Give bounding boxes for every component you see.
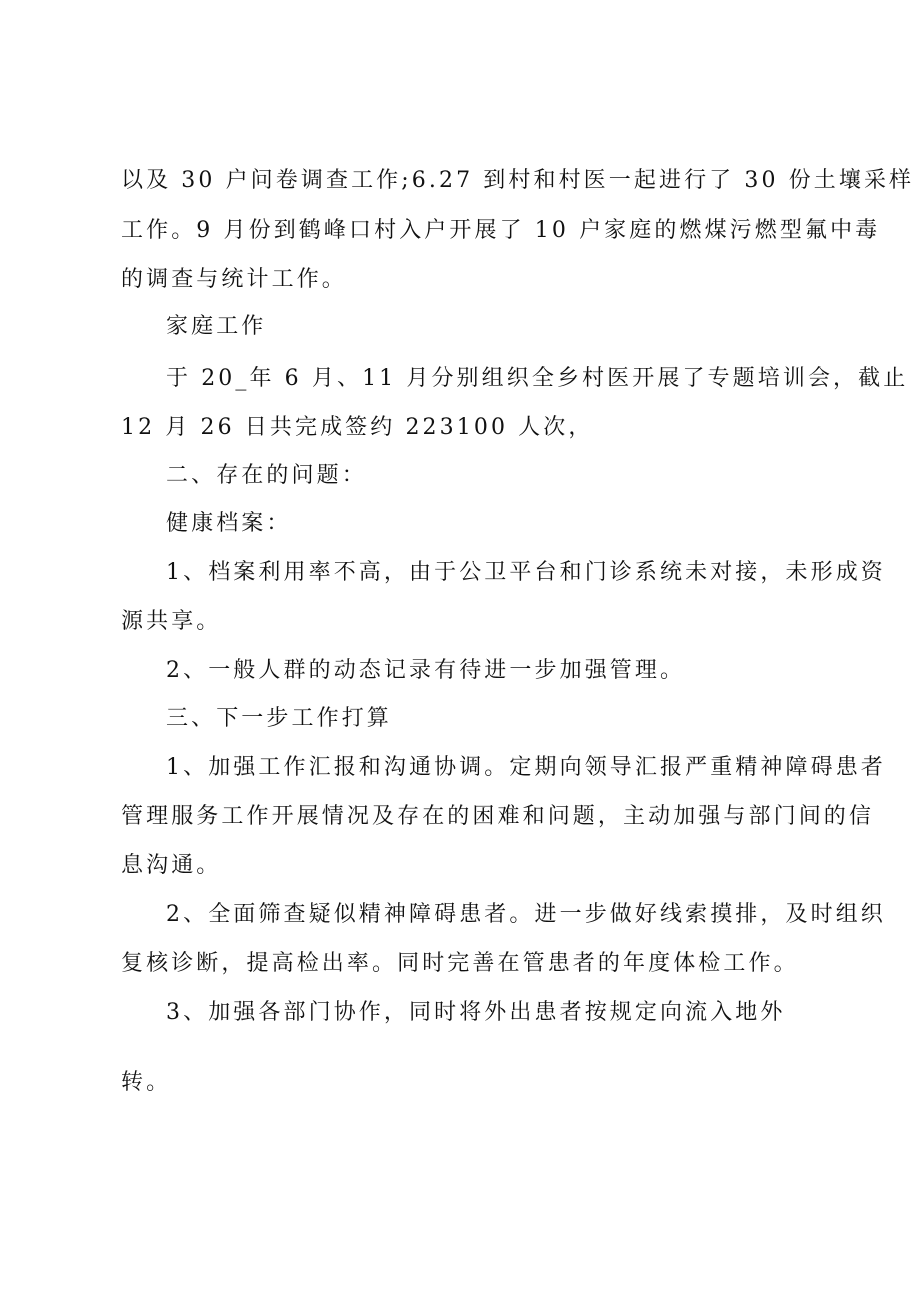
paragraph-line: 工作。9 月份到鹤峰口村入户开展了 10 户家庭的燃煤污燃型氟中毒	[121, 218, 881, 243]
paragraph-line: 12 月 26 日共完成签约 223100 人次，	[121, 415, 594, 440]
section-heading: 家庭工作	[166, 314, 267, 339]
subsection-heading: 健康档案：	[166, 511, 292, 536]
list-item: 2、全面筛查疑似精神障碍患者。进一步做好线索摸排，及时组织	[166, 902, 886, 927]
list-item: 1、档案利用率不高，由于公卫平台和门诊系统未对接，未形成资	[166, 560, 886, 585]
paragraph-line: 以及 30 户问卷调查工作;6.27 到村和村医一起进行了 30 份土壤采样	[121, 168, 915, 193]
paragraph-line: 的调查与统计工作。	[121, 267, 347, 292]
paragraph-line: 于 20_年 6 月、11 月分别组织全乡村医开展了专题培训会，截止	[166, 366, 909, 391]
list-item: 1、加强工作汇报和沟通协调。定期向领导汇报严重精神障碍患者	[166, 755, 886, 780]
list-item-continuation: 源共享。	[121, 609, 222, 634]
section-heading: 二、存在的问题：	[166, 463, 367, 488]
list-item-continuation: 复核诊断，提高检出率。同时完善在管患者的年度体检工作。	[121, 951, 799, 976]
list-item-continuation: 管理服务工作开展情况及存在的困难和问题，主动加强与部门间的信	[121, 804, 875, 829]
list-item: 2、一般人群的动态记录有待进一步加强管理。	[166, 658, 686, 683]
list-item-continuation: 息沟通。	[121, 853, 222, 878]
list-item-continuation: 转。	[121, 1070, 172, 1095]
section-heading: 三、下一步工作打算	[166, 706, 392, 731]
list-item: 3、加强各部门协作，同时将外出患者按规定向流入地外	[166, 1000, 786, 1025]
